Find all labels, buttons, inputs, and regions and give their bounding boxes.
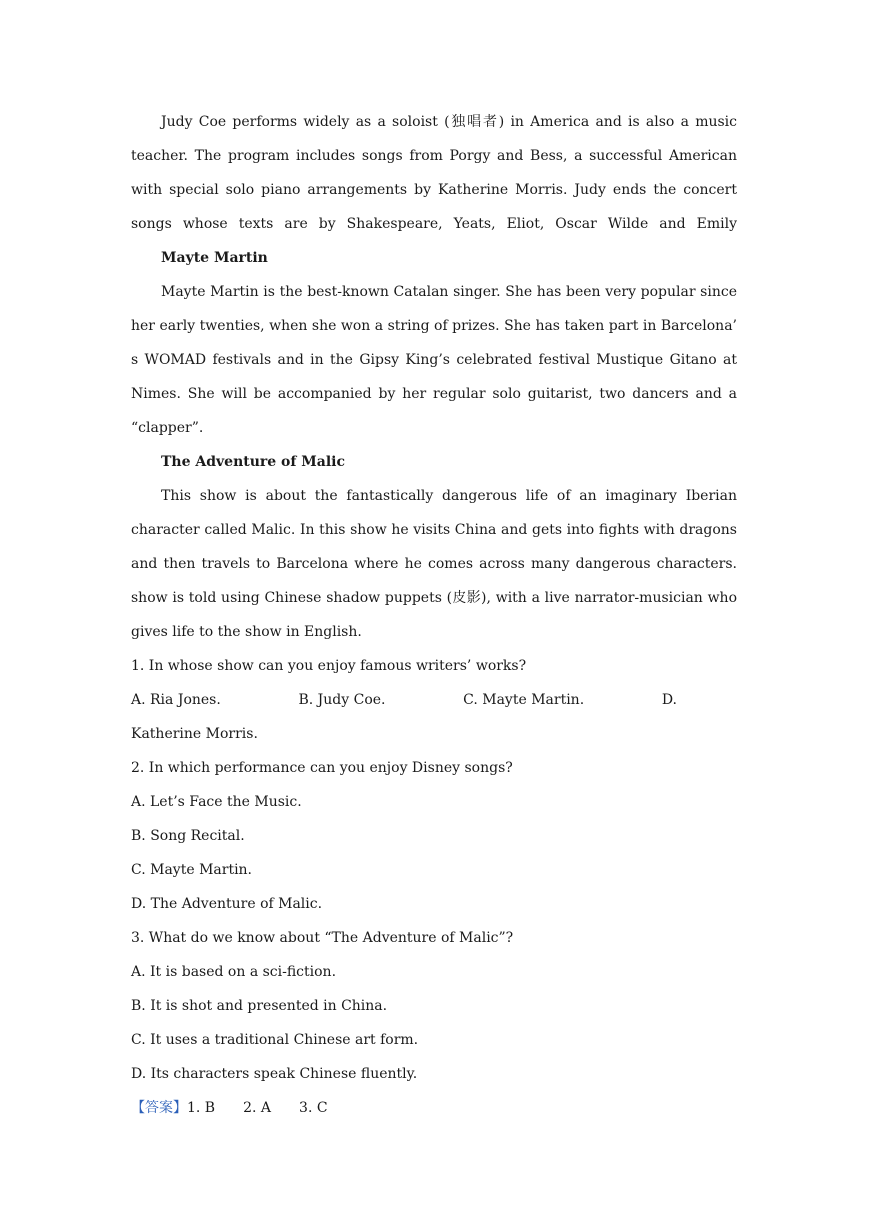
paragraph-1-line-2: teacher. The program includes songs from Porgy and Bess, a successful American [131,148,737,164]
question-2-stem: 2. In which performance can you enjoy Disney songs? [131,760,513,776]
paragraph-3-line-2: character called Malic. In this show he visits China and gets into fights with dragons [131,522,737,538]
paragraph-3-line-3: and then travels to Barcelona where he comes across many dangerous characters. [131,556,737,572]
paragraph-2-line-3: s WOMAD festivals and in the Gipsy King’s celebrated festival Mustique Gitano at [131,352,737,368]
paragraph-2-line-2: her early twenties, when she won a string of prizes. She has taken part in Barcelona’ [131,318,737,334]
question-3-option-a: A. It is based on a sci-fiction. [131,964,337,980]
paragraph-1-line-4: songs whose texts are by Shakespeare, Yeats, Eliot, Oscar Wilde and Emily [131,216,737,232]
question-2-option-b: B. Song Recital. [131,828,245,844]
question-1-option-c: C. Mayte Martin. [463,692,585,708]
section-heading-adventure-of-malic: The Adventure of Malic [161,454,346,470]
question-2-option-a: A. Let’s Face the Music. [131,794,302,810]
paragraph-3-line-5: gives life to the show in English. [131,624,362,640]
question-1-option-a: A. Ria Jones. [131,692,221,708]
section-heading-mayte-martin: Mayte Martin [161,250,268,266]
paragraph-3-line-1: This show is about the fantastically dangerous life of an imaginary Iberian [161,488,737,504]
answer-item-2: 2. A [243,1100,272,1116]
paragraph-1-line-1: Judy Coe performs widely as a soloist (独唱者) in America and is also a music [161,114,737,130]
paragraph-2-line-5: “clapper”. [131,420,204,436]
question-3-stem: 3. What do we know about “The Adventure of Malic”? [131,930,514,946]
question-3-option-c: C. It uses a traditional Chinese art form. [131,1032,419,1048]
paragraph-2-line-1: Mayte Martin is the best-known Catalan singer. She has been very popular since [161,284,737,300]
answer-item-3: 3. C [299,1100,328,1116]
question-1-option-d-text: Katherine Morris. [131,726,258,742]
question-3-option-d: D. Its characters speak Chinese fluently. [131,1066,418,1082]
question-1-stem: 1. In whose show can you enjoy famous writers’ works? [131,658,527,674]
question-1-option-b: B. Judy Coe. [298,692,386,708]
document-page [131,105,737,1125]
question-3-option-b: B. It is shot and presented in China. [131,998,388,1014]
answer-line [131,1091,737,1125]
answer-tag: 【答案】 [131,1100,187,1116]
question-1-options [131,683,737,717]
answer-item-1: 1. B [187,1100,216,1116]
paragraph-3-line-4: show is told using Chinese shadow puppets (皮影), with a live narrator-musician who [131,590,737,606]
paragraph-1-line-3: with special solo piano arrangements by Katherine Morris. Judy ends the concert [131,182,737,198]
question-1-option-d: D. [661,692,677,708]
question-2-option-c: C. Mayte Martin. [131,862,253,878]
question-2-option-d: D. The Adventure of Malic. [131,896,323,912]
paragraph-2-line-4: Nimes. She will be accompanied by her regular solo guitarist, two dancers and a [131,386,737,402]
